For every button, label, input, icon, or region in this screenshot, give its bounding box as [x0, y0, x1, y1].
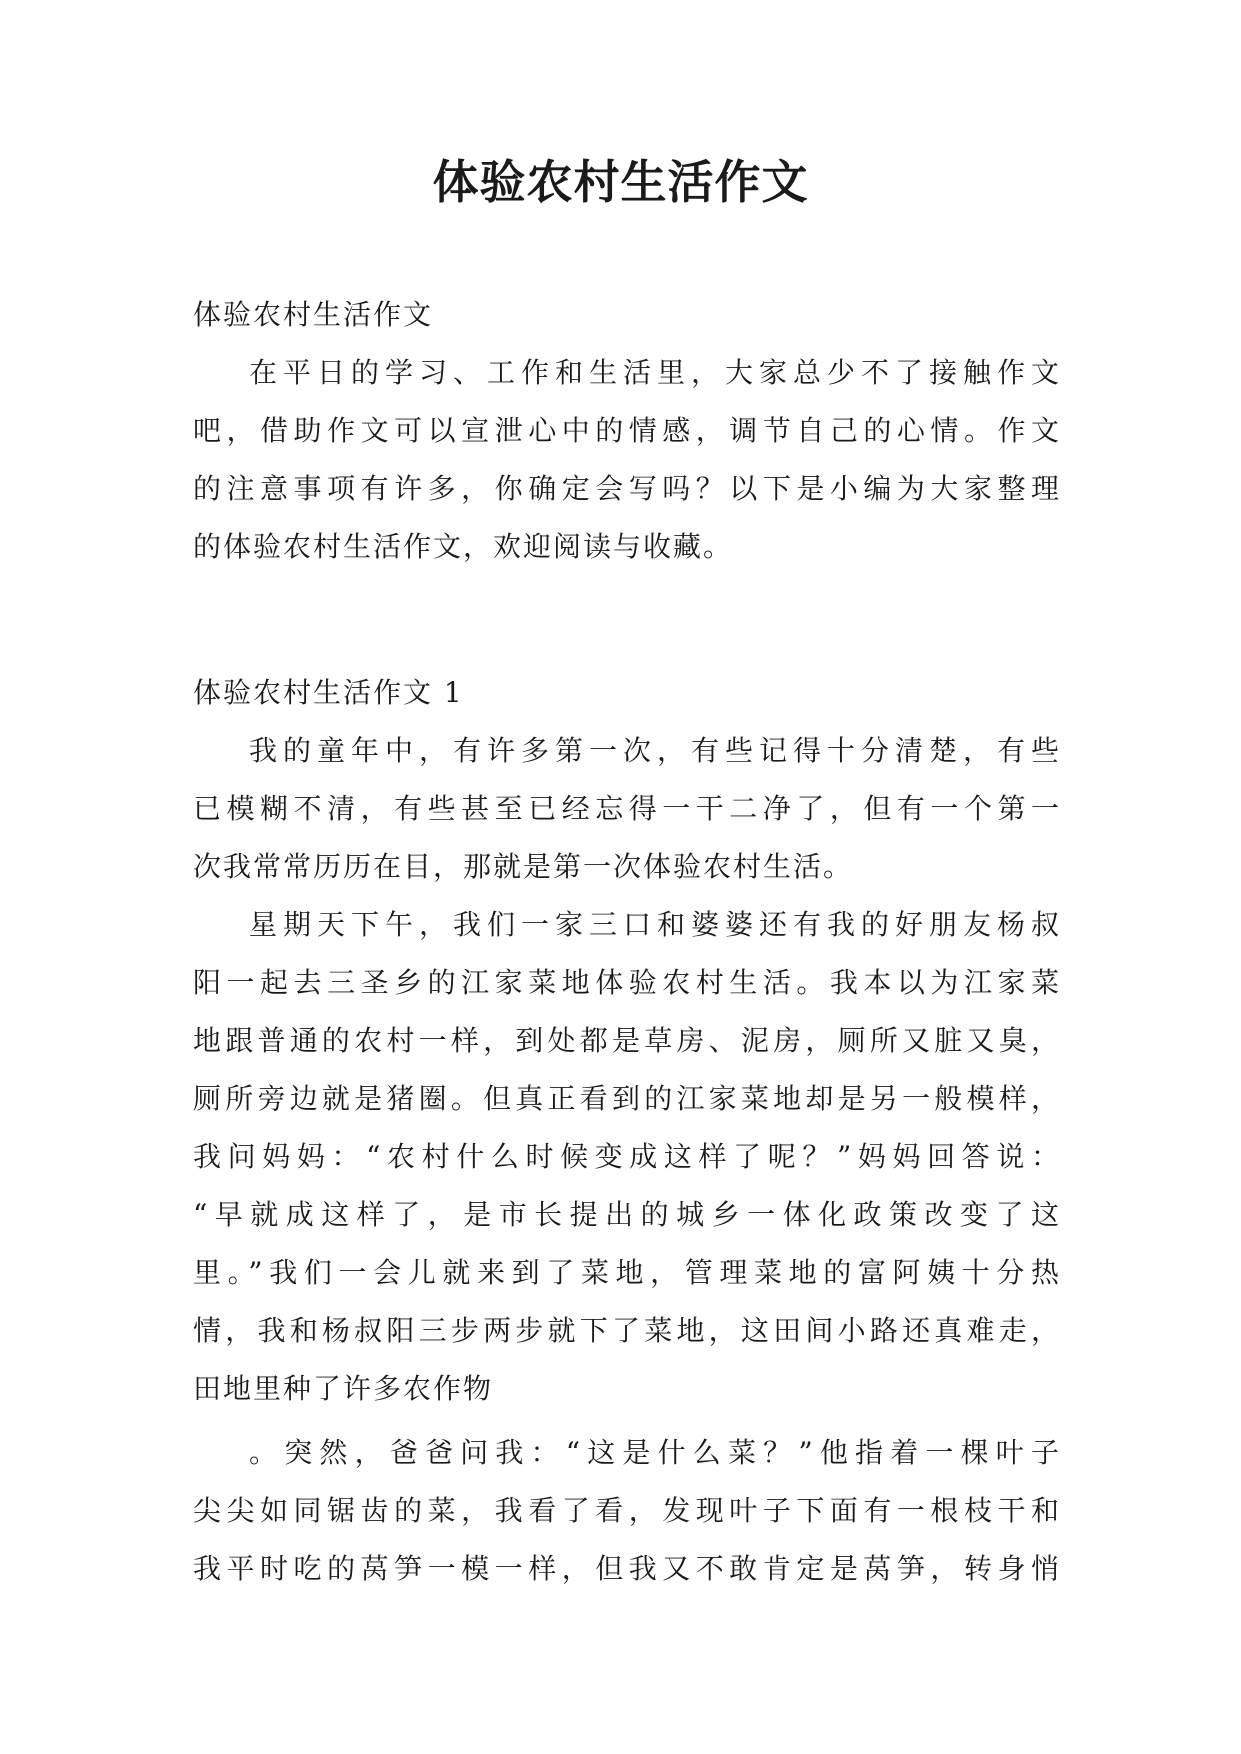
paragraph-line	[193, 954, 1059, 1012]
paragraph-text: 厕所旁边就是猪圈。但真正看到的江家菜地却是另一般模样，	[193, 1082, 1059, 1115]
paragraph-line	[193, 1540, 1059, 1598]
paragraph-line	[193, 722, 1059, 780]
paragraph-text: 阳一起去三圣乡的江家菜地体验农村生活。我本以为江家菜	[193, 966, 1059, 999]
paragraph-text: “早就成这样了，是市长提出的城乡一体化政策改变了这	[193, 1198, 1059, 1231]
paragraph-line	[193, 460, 1059, 518]
document-title: 体验农村生活作文	[432, 155, 809, 209]
paragraph-line	[193, 1070, 1059, 1128]
paragraph-line	[193, 1302, 1059, 1360]
paragraph-text: 我平时吃的莴笋一模一样，但我又不敢肯定是莴笋，转身悄	[193, 1552, 1059, 1585]
paragraph-line	[193, 1012, 1059, 1070]
paragraph-line	[193, 896, 1059, 954]
paragraph-text: 已模糊不清，有些甚至已经忘得一干二净了，但有一个第一	[193, 792, 1059, 825]
paragraph-line	[193, 344, 1059, 402]
paragraph-text: 星期天下午，我们一家三口和婆婆还有我的好朋友杨叔	[249, 908, 1059, 941]
paragraph-line	[193, 1186, 1059, 1244]
paragraph-text: 情，我和杨叔阳三步两步就下了菜地，这田间小路还真难走，	[193, 1314, 1059, 1347]
paragraph-text: 里。”我们一会儿就来到了菜地，管理菜地的富阿姨十分热	[193, 1256, 1059, 1289]
paragraph-text: 我问妈妈：“农村什么时候变成这样了呢？”妈妈回答说：	[193, 1140, 1059, 1173]
section-gap	[193, 576, 1059, 664]
paragraph-text: 在平日的学习、工作和生活里，大家总少不了接触作文	[249, 356, 1059, 389]
paragraph-line	[193, 1128, 1059, 1186]
paragraph-text: 我的童年中，有许多第一次，有些记得十分清楚，有些	[249, 734, 1059, 767]
paragraph-line	[193, 1482, 1059, 1540]
paragraph-line: 次我常常历历在目，那就是第一次体验农村生活。	[193, 850, 854, 883]
paragraph-text: 尖尖如同锯齿的菜，我看了看，发现叶子下面有一根枝干和	[193, 1494, 1059, 1527]
paragraph-line	[193, 402, 1059, 460]
paragraph-line	[193, 780, 1059, 838]
paragraph-text: 的注意事项有许多，你确定会写吗？以下是小编为大家整理	[193, 472, 1059, 505]
paragraph-line: 的体验农村生活作文，欢迎阅读与收藏。	[193, 530, 734, 563]
section-heading: 体验农村生活作文 1	[193, 676, 464, 709]
section-heading: 体验农村生活作文	[193, 298, 434, 331]
paragraph-text: 地跟普通的农村一样，到处都是草房、泥房，厕所又脏又臭，	[193, 1024, 1059, 1057]
paragraph-line	[193, 1244, 1059, 1302]
paragraph-text: 吧，借助作文可以宣泄心中的情感，调节自己的心情。作文	[193, 414, 1059, 447]
document-body	[193, 286, 1059, 1598]
paragraph-line: 田地里种了许多农作物	[193, 1372, 494, 1405]
paragraph-line	[193, 1424, 1059, 1482]
paragraph-text: 。突然，爸爸问我：“这是什么菜？”他指着一棵叶子	[249, 1436, 1059, 1469]
